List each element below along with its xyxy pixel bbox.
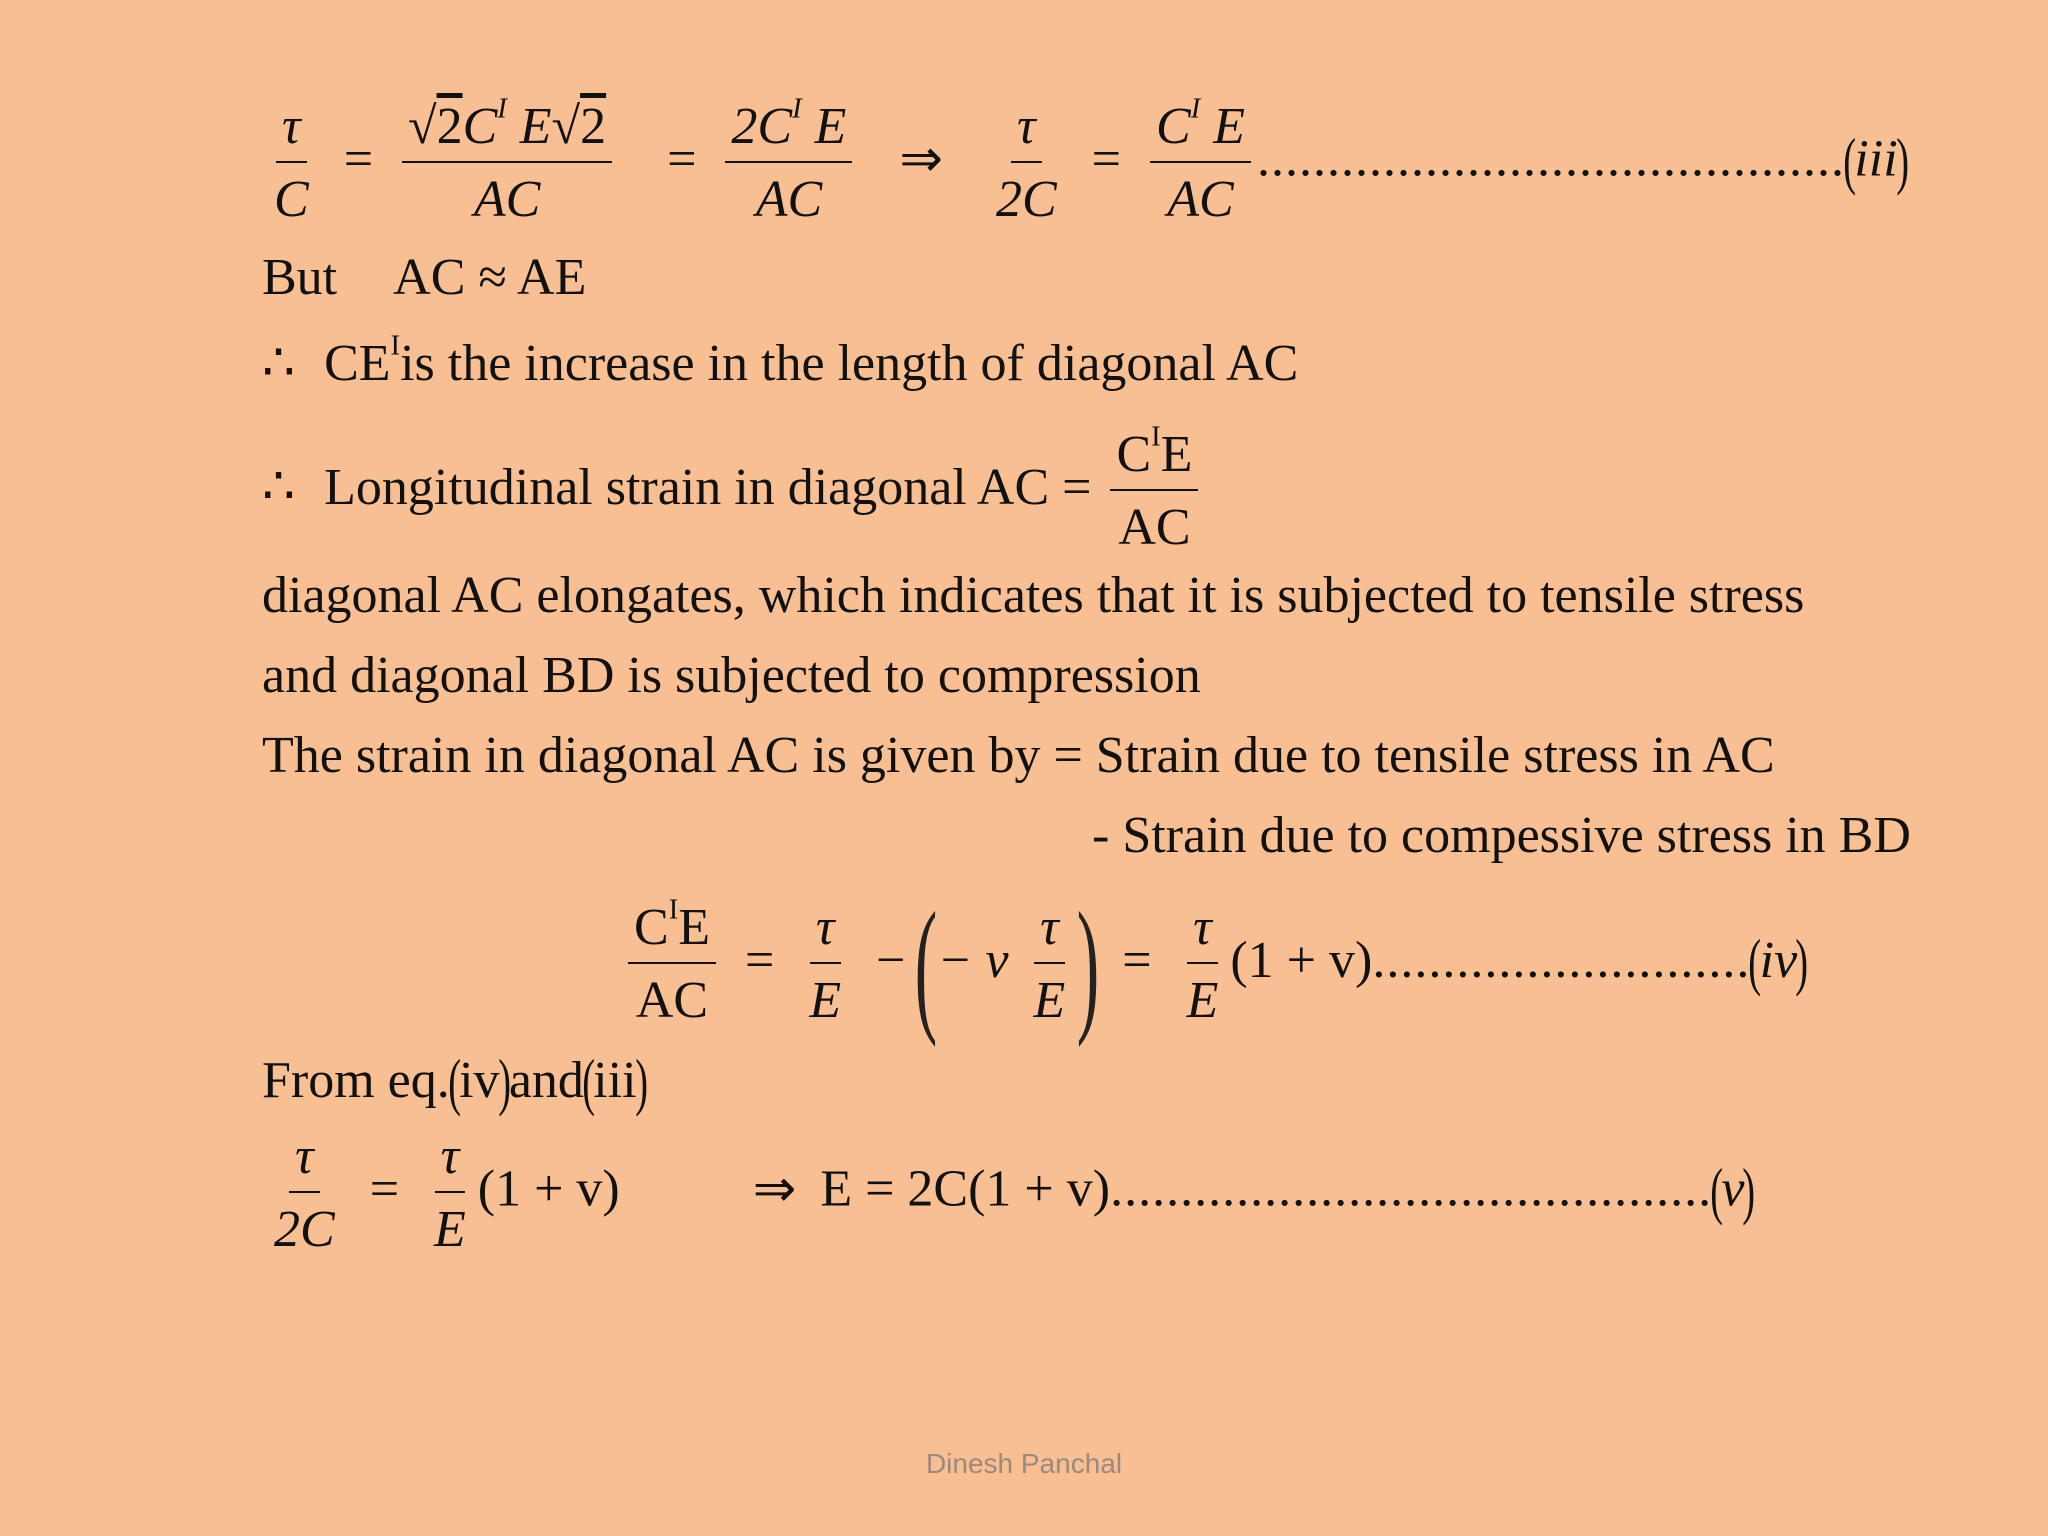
numerator: $C^I$ E (1150, 100, 1251, 163)
fraction (428, 1130, 472, 1257)
denominator: AC (635, 972, 709, 1029)
fraction (402, 93, 612, 228)
denominator: AC (755, 170, 823, 228)
fraction (1110, 421, 1198, 556)
therefore-line-2: ∴ Longitudinal strain in diagonal AC = $\frac{C^IE}{AC}$ (262, 428, 1204, 555)
fraction (268, 1130, 341, 1257)
fraction (803, 901, 847, 1028)
paragraph-line: and diagonal BD is subjected to compression (262, 647, 1201, 704)
therefore-symbol: ∴ (262, 335, 296, 392)
denominator: C (274, 170, 309, 228)
numerator: τ (810, 901, 841, 964)
paragraph-line: - Strain due to compessive stress in BD (1092, 807, 1911, 864)
denominator: AC (1167, 170, 1234, 228)
numerator: τ (1187, 901, 1218, 964)
numerator: τ (1011, 100, 1042, 163)
denominator: AC (1118, 498, 1191, 556)
leader-dots: ........................... (1372, 931, 1751, 989)
fraction (628, 894, 716, 1029)
footer-author: Dinesh Panchal (925, 1448, 1123, 1479)
paragraph-line: The strain in diagonal AC is given by = Strain due to tensile stress in AC (262, 727, 1775, 784)
equation-tag: iv (1759, 931, 1798, 989)
implies-symbol: ⇒ (899, 130, 943, 188)
approx-expression: AC ≈ AE (393, 249, 587, 306)
fraction (1150, 93, 1251, 228)
equation-tag: iii (1854, 130, 1898, 188)
denominator: E (1186, 972, 1219, 1029)
denominator: 2C (274, 1200, 335, 1258)
denominator: E (434, 1200, 466, 1258)
but-line: But AC ≈ AE (262, 249, 587, 306)
paragraph-line: diagonal AC elongates, which indicates that it is subjected to tensile stress (262, 567, 1805, 624)
numerator: $C^IE$ (628, 901, 716, 964)
fraction (1181, 901, 1225, 1028)
result-expression: E = 2C(1 + v) (820, 1160, 1111, 1218)
fraction (268, 100, 315, 227)
from-line: From eq.(iv)and(iii) (262, 1046, 648, 1117)
therefore-symbol: ∴ (262, 458, 296, 516)
numerator: τ (276, 100, 307, 163)
numerator: $C^IE$ (1110, 428, 1198, 491)
equation-iii: $\frac{\tau}{C}$ = $\frac{√2C^I E√2}{AC}$ = $\frac{2C^I E}{AC}$ ⇒ $\frac{\tau}{2C}$ = $\frac{C^I E}{AC}$ ..........................................(iii) (262, 100, 1907, 227)
fraction (725, 93, 852, 228)
equation-v: $\frac{\tau}{2C}$ = $\frac{\tau}{E}$ (1 + v) ⇒ E = 2C(1 + v)...........................................(v) (262, 1130, 1754, 1257)
fraction (1028, 901, 1072, 1028)
therefore-line-1: ∴ $CE^Iis$ the increase in the length of diagonal AC (262, 330, 1299, 392)
denominator: AC (473, 170, 541, 228)
leader-dots: ........................................... (1110, 1160, 1713, 1218)
equation-tag: v (1721, 1160, 1745, 1218)
numerator: τ (1034, 901, 1065, 964)
implies-symbol: ⇒ (752, 1160, 797, 1218)
fraction (990, 100, 1063, 227)
denominator: E (1033, 972, 1066, 1029)
numerator: $√2C^I$ E√2 (402, 100, 612, 163)
numerator: $2C^I$ E (725, 100, 852, 163)
numerator: τ (435, 1130, 466, 1193)
denominator: 2C (995, 170, 1057, 228)
equation-iv: $\frac{C^IE}{AC}$ = $\frac{\tau}{E}$ −(− v $\frac{\tau}{E}$ ) = $\frac{\tau}{E}$ (1 + v)...........................(iv) (622, 890, 1806, 1040)
leader-dots: .......................................... (1256, 130, 1845, 188)
numerator: τ (289, 1130, 320, 1193)
denominator: E (809, 972, 842, 1029)
